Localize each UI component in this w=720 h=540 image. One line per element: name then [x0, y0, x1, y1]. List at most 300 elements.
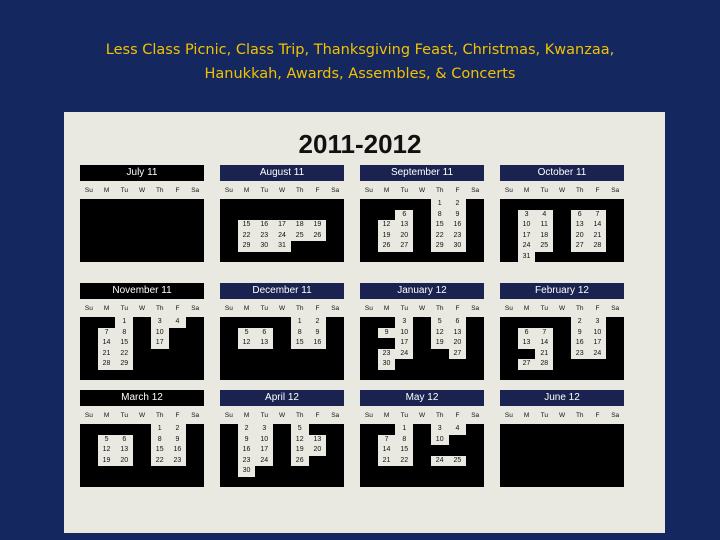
- day-cell: 21: [589, 231, 607, 242]
- day-cell: [606, 199, 624, 210]
- weekday-label: Sa: [331, 304, 340, 312]
- day-cell: 7: [535, 328, 553, 339]
- day-cell: [115, 466, 133, 477]
- day-cell: [553, 231, 571, 242]
- weekday-label: Sa: [611, 304, 620, 312]
- day-cell: [291, 477, 309, 488]
- weekday-label: Sa: [191, 411, 200, 419]
- weekday-header: [80, 406, 204, 424]
- day-cell: [553, 210, 571, 221]
- day-cell: 12: [378, 220, 396, 231]
- day-cell: [238, 317, 256, 328]
- day-cell: 7: [589, 210, 607, 221]
- day-cell: [133, 445, 151, 456]
- day-cell: [413, 435, 431, 446]
- day-cell: [255, 477, 273, 488]
- day-cell: [466, 349, 484, 360]
- day-cell: [413, 456, 431, 467]
- day-cell: [273, 456, 291, 467]
- weekday-label: Tu: [540, 304, 548, 312]
- weekday-label: M: [523, 304, 530, 312]
- day-cell: 9: [238, 435, 256, 446]
- day-cell: 18: [535, 231, 553, 242]
- day-cell: 14: [589, 220, 607, 231]
- day-cell: [186, 456, 204, 467]
- day-cell: [186, 252, 204, 263]
- day-cell: [80, 359, 98, 370]
- weekday-label: M: [243, 186, 250, 194]
- day-cell: [413, 370, 431, 381]
- month-calendar: [360, 390, 484, 487]
- day-cell: [133, 199, 151, 210]
- day-cell: [169, 359, 187, 370]
- weekday-label: Tu: [120, 186, 128, 194]
- day-cell: [431, 252, 449, 263]
- day-cell: [413, 317, 431, 328]
- day-cell: 2: [238, 424, 256, 435]
- day-cell: [80, 210, 98, 221]
- day-cell: [186, 349, 204, 360]
- day-cell: [98, 199, 116, 210]
- day-cell: [98, 220, 116, 231]
- day-cell: [133, 424, 151, 435]
- day-cell: [466, 466, 484, 477]
- day-cell: [378, 477, 396, 488]
- day-cell: [151, 370, 169, 381]
- day-cell: 5: [291, 424, 309, 435]
- day-cell: 13: [449, 328, 467, 339]
- month-name: October 11: [500, 165, 624, 181]
- day-cell: [466, 220, 484, 231]
- day-cell: [98, 477, 116, 488]
- day-cell: 15: [151, 445, 169, 456]
- day-cell: 6: [115, 435, 133, 446]
- weekday-label: Th: [575, 411, 584, 419]
- day-cell: [98, 252, 116, 263]
- day-cell: [449, 359, 467, 370]
- weekday-label: F: [595, 304, 600, 312]
- day-cell: 12: [431, 328, 449, 339]
- title-line-1: Less Class Picnic, Class Trip, Thanksgiving Feast, Christmas, Kwanzaa,: [105, 42, 615, 58]
- day-cell: [80, 435, 98, 446]
- day-cell: [98, 241, 116, 252]
- day-cell: [571, 445, 589, 456]
- day-cell: [220, 241, 238, 252]
- day-cell: [553, 456, 571, 467]
- day-cell: 6: [255, 328, 273, 339]
- day-cell: [413, 338, 431, 349]
- month-calendar: [500, 283, 624, 380]
- day-cell: [80, 338, 98, 349]
- day-cell: [413, 445, 431, 456]
- day-cell: [553, 252, 571, 263]
- day-cell: [326, 349, 344, 360]
- day-cell: [98, 424, 116, 435]
- day-cell: [553, 435, 571, 446]
- day-cell: [133, 252, 151, 263]
- day-cell: [571, 199, 589, 210]
- weekday-header: [360, 181, 484, 199]
- day-cell: [238, 199, 256, 210]
- day-cell: [291, 370, 309, 381]
- weekday-label: Su: [364, 304, 373, 312]
- day-cell: [273, 359, 291, 370]
- day-cell: [220, 370, 238, 381]
- day-cell: [220, 252, 238, 263]
- day-cell: [413, 328, 431, 339]
- day-cell: [589, 424, 607, 435]
- day-cell: [466, 328, 484, 339]
- day-cell: [606, 359, 624, 370]
- day-cell: [518, 477, 536, 488]
- day-cell: [238, 359, 256, 370]
- day-cell: [326, 241, 344, 252]
- weekday-label: Th: [435, 186, 444, 194]
- day-cell: [186, 477, 204, 488]
- day-cell: [169, 210, 187, 221]
- day-cell: [151, 231, 169, 242]
- day-cell: [291, 466, 309, 477]
- day-cell: 29: [115, 359, 133, 370]
- weekday-label: F: [455, 304, 460, 312]
- day-cell: 28: [589, 241, 607, 252]
- month-name: July 11: [80, 165, 204, 181]
- day-cell: [606, 456, 624, 467]
- day-cell: [255, 349, 273, 360]
- day-cell: 3: [518, 210, 536, 221]
- day-cell: 20: [449, 338, 467, 349]
- weekday-label: Sa: [331, 411, 340, 419]
- day-cell: 15: [431, 220, 449, 231]
- day-cell: [606, 466, 624, 477]
- day-cell: [273, 349, 291, 360]
- day-cell: [169, 231, 187, 242]
- day-cell: [133, 349, 151, 360]
- day-cell: [535, 477, 553, 488]
- day-cell: [571, 435, 589, 446]
- weekday-label: W: [418, 186, 426, 194]
- page-title: [0, 38, 720, 86]
- weekday-header: [220, 299, 344, 317]
- day-cell: 30: [449, 241, 467, 252]
- day-cell: [151, 220, 169, 231]
- weekday-label: Su: [224, 186, 233, 194]
- month-calendar: [500, 165, 624, 262]
- day-cell: 1: [291, 317, 309, 328]
- day-cell: [500, 359, 518, 370]
- day-cell: 8: [291, 328, 309, 339]
- day-cell: [220, 220, 238, 231]
- day-grid: [500, 317, 624, 380]
- day-cell: 23: [571, 349, 589, 360]
- day-grid: [360, 199, 484, 262]
- day-cell: [326, 466, 344, 477]
- day-cell: [220, 328, 238, 339]
- day-cell: [553, 241, 571, 252]
- weekday-label: Tu: [400, 186, 408, 194]
- day-cell: 2: [449, 199, 467, 210]
- day-cell: [186, 231, 204, 242]
- weekday-label: W: [558, 304, 566, 312]
- weekday-label: M: [523, 186, 530, 194]
- day-cell: [360, 477, 378, 488]
- day-cell: 3: [255, 424, 273, 435]
- day-cell: [413, 199, 431, 210]
- day-cell: [571, 252, 589, 263]
- day-cell: [326, 210, 344, 221]
- day-cell: [535, 456, 553, 467]
- day-cell: 27: [449, 349, 467, 360]
- day-cell: 26: [378, 241, 396, 252]
- day-cell: [133, 241, 151, 252]
- weekday-header: [80, 181, 204, 199]
- day-cell: 25: [291, 231, 309, 242]
- day-grid: [360, 424, 484, 487]
- day-cell: [500, 370, 518, 381]
- weekday-label: F: [315, 186, 320, 194]
- month-name: June 12: [500, 390, 624, 406]
- day-cell: 6: [518, 328, 536, 339]
- day-cell: 28: [98, 359, 116, 370]
- day-cell: 24: [518, 241, 536, 252]
- weekday-label: Tu: [260, 304, 268, 312]
- weekday-label: Sa: [331, 186, 340, 194]
- day-cell: 18: [291, 220, 309, 231]
- weekday-header: [220, 406, 344, 424]
- weekday-label: W: [418, 411, 426, 419]
- weekday-label: Sa: [191, 186, 200, 194]
- day-cell: [606, 252, 624, 263]
- day-cell: 12: [238, 338, 256, 349]
- weekday-label: Su: [224, 411, 233, 419]
- day-cell: [255, 252, 273, 263]
- weekday-header: [220, 181, 344, 199]
- day-cell: [80, 317, 98, 328]
- day-cell: 21: [378, 456, 396, 467]
- day-cell: [80, 252, 98, 263]
- day-cell: [589, 370, 607, 381]
- day-cell: [115, 231, 133, 242]
- day-cell: [98, 231, 116, 242]
- weekday-label: F: [175, 186, 180, 194]
- day-cell: [220, 317, 238, 328]
- day-cell: 20: [571, 231, 589, 242]
- day-cell: [553, 370, 571, 381]
- weekday-label: Th: [155, 411, 164, 419]
- day-cell: 8: [431, 210, 449, 221]
- day-cell: [431, 370, 449, 381]
- day-cell: [553, 220, 571, 231]
- day-cell: [255, 210, 273, 221]
- day-cell: [500, 199, 518, 210]
- day-cell: [220, 456, 238, 467]
- day-cell: 2: [309, 317, 327, 328]
- weekday-label: Sa: [611, 411, 620, 419]
- day-grid: [500, 199, 624, 262]
- day-cell: [80, 466, 98, 477]
- day-cell: [273, 328, 291, 339]
- day-cell: [378, 424, 396, 435]
- weekday-label: F: [315, 411, 320, 419]
- day-cell: [553, 199, 571, 210]
- day-cell: 19: [378, 231, 396, 242]
- day-cell: [169, 349, 187, 360]
- month-calendar: [220, 165, 344, 262]
- weekday-label: Th: [435, 411, 444, 419]
- day-cell: [309, 349, 327, 360]
- day-cell: [186, 424, 204, 435]
- day-cell: [518, 445, 536, 456]
- day-cell: [466, 424, 484, 435]
- weekday-label: M: [383, 411, 390, 419]
- day-cell: [169, 338, 187, 349]
- day-cell: [535, 199, 553, 210]
- day-cell: [115, 220, 133, 231]
- day-cell: [606, 338, 624, 349]
- day-cell: [378, 466, 396, 477]
- day-cell: [133, 435, 151, 446]
- day-cell: [133, 456, 151, 467]
- day-cell: [133, 338, 151, 349]
- day-cell: [606, 210, 624, 221]
- day-cell: 10: [589, 328, 607, 339]
- day-cell: [606, 349, 624, 360]
- day-cell: [151, 359, 169, 370]
- day-cell: 10: [431, 435, 449, 446]
- weekday-label: Tu: [540, 411, 548, 419]
- day-cell: [606, 317, 624, 328]
- day-cell: 10: [151, 328, 169, 339]
- weekday-label: Th: [155, 304, 164, 312]
- day-cell: [413, 231, 431, 242]
- weekday-label: Tu: [260, 186, 268, 194]
- day-cell: [186, 435, 204, 446]
- day-cell: 14: [378, 445, 396, 456]
- weekday-label: F: [455, 186, 460, 194]
- day-cell: [80, 328, 98, 339]
- weekday-header: [360, 406, 484, 424]
- day-cell: [326, 220, 344, 231]
- day-grid: [220, 424, 344, 487]
- day-cell: [449, 445, 467, 456]
- day-cell: 1: [395, 424, 413, 435]
- day-cell: [220, 435, 238, 446]
- day-cell: [115, 210, 133, 221]
- weekday-label: F: [455, 411, 460, 419]
- day-grid: [360, 317, 484, 380]
- day-cell: [326, 252, 344, 263]
- day-cell: 19: [309, 220, 327, 231]
- day-cell: [238, 252, 256, 263]
- day-cell: 22: [115, 349, 133, 360]
- day-cell: 7: [98, 328, 116, 339]
- day-cell: 25: [535, 241, 553, 252]
- day-cell: [309, 456, 327, 467]
- day-cell: 27: [571, 241, 589, 252]
- day-cell: [169, 466, 187, 477]
- day-cell: [500, 424, 518, 435]
- weekday-header: [500, 299, 624, 317]
- day-cell: [186, 210, 204, 221]
- day-cell: [589, 435, 607, 446]
- weekday-label: W: [558, 186, 566, 194]
- day-cell: [273, 435, 291, 446]
- day-cell: [500, 220, 518, 231]
- day-cell: 3: [589, 317, 607, 328]
- day-cell: [186, 328, 204, 339]
- day-cell: [571, 477, 589, 488]
- day-cell: [186, 199, 204, 210]
- day-cell: [326, 424, 344, 435]
- day-cell: [518, 435, 536, 446]
- day-cell: [169, 328, 187, 339]
- day-cell: 25: [449, 456, 467, 467]
- day-cell: [466, 456, 484, 467]
- day-cell: [466, 445, 484, 456]
- day-cell: 14: [535, 338, 553, 349]
- day-cell: [186, 338, 204, 349]
- weekday-label: M: [103, 304, 110, 312]
- day-cell: 2: [169, 424, 187, 435]
- day-cell: 16: [169, 445, 187, 456]
- day-cell: [553, 349, 571, 360]
- day-cell: 31: [273, 241, 291, 252]
- day-cell: [395, 477, 413, 488]
- day-cell: [466, 231, 484, 242]
- day-cell: 8: [151, 435, 169, 446]
- day-cell: [466, 241, 484, 252]
- day-cell: [220, 338, 238, 349]
- day-cell: [326, 435, 344, 446]
- weekday-label: Sa: [471, 186, 480, 194]
- day-cell: [500, 338, 518, 349]
- day-cell: 9: [169, 435, 187, 446]
- day-cell: [115, 252, 133, 263]
- weekday-label: M: [243, 304, 250, 312]
- day-cell: 13: [115, 445, 133, 456]
- day-cell: 7: [378, 435, 396, 446]
- day-cell: [395, 199, 413, 210]
- day-cell: [360, 220, 378, 231]
- day-cell: 20: [309, 445, 327, 456]
- day-cell: [518, 370, 536, 381]
- day-cell: [273, 424, 291, 435]
- day-cell: 26: [309, 231, 327, 242]
- day-cell: [500, 252, 518, 263]
- day-cell: [220, 424, 238, 435]
- month-calendar: [80, 390, 204, 487]
- day-cell: [360, 199, 378, 210]
- day-cell: 16: [449, 220, 467, 231]
- day-cell: 17: [255, 445, 273, 456]
- month-name: May 12: [360, 390, 484, 406]
- day-cell: [360, 370, 378, 381]
- day-cell: 10: [395, 328, 413, 339]
- day-cell: [395, 370, 413, 381]
- month-name: January 12: [360, 283, 484, 299]
- day-cell: 30: [238, 466, 256, 477]
- day-cell: 22: [395, 456, 413, 467]
- weekday-label: W: [138, 411, 146, 419]
- day-cell: [220, 359, 238, 370]
- weekday-label: W: [278, 186, 286, 194]
- day-cell: [80, 241, 98, 252]
- day-cell: 24: [431, 456, 449, 467]
- day-cell: [169, 220, 187, 231]
- day-cell: [238, 477, 256, 488]
- day-cell: [606, 241, 624, 252]
- day-cell: [553, 359, 571, 370]
